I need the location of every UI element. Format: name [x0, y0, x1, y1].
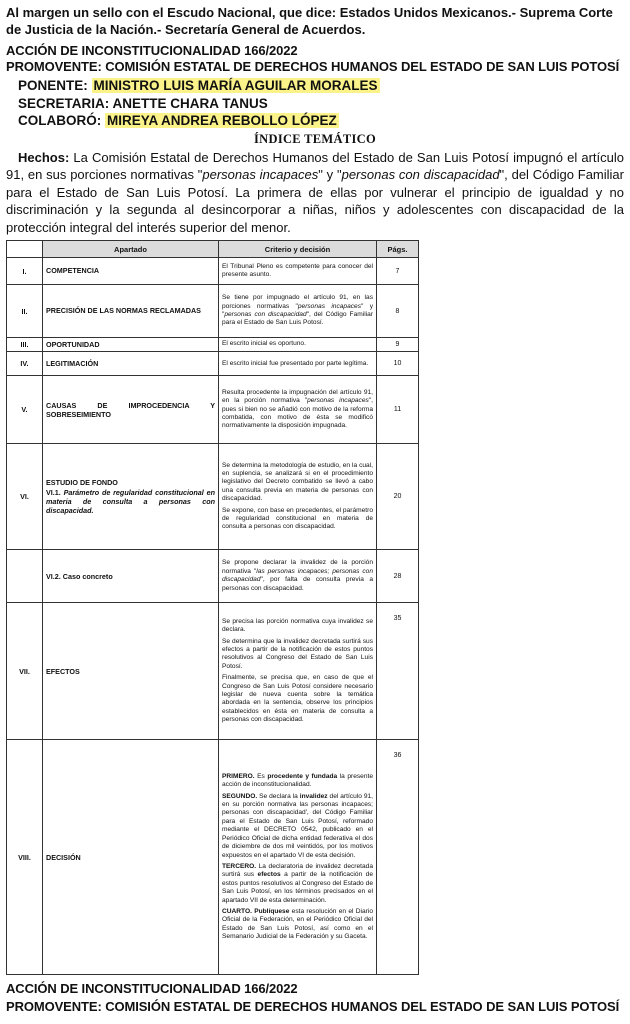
header-apartado: Apartado	[43, 241, 219, 258]
seal-description: Al margen un sello con el Escudo Nacional, que dice: Estados Unidos Mexicanos.- Suprema Corte de Justicia de la Nación.- Secretaría General de Acuerdos.	[6, 5, 613, 37]
table-row	[7, 550, 419, 603]
page-footer	[6, 980, 624, 1016]
table-row	[7, 285, 419, 338]
table-row	[7, 603, 419, 740]
row-page: 10	[377, 352, 419, 376]
header-blank	[7, 241, 43, 258]
row-apartado: VI.2. Caso concreto	[43, 550, 219, 603]
hechos-italic: personas con discapacidad	[341, 167, 500, 182]
row-criterio: Se tiene por impugnado el artículo 91, en las porciones normativas "personas incapaces" y "personas con discapacidad", del Código Familiar para el Estado de San Luis Potosí.	[219, 285, 377, 338]
row-number: IV.	[7, 352, 43, 376]
row-page: 8	[377, 285, 419, 338]
row-number: VIII.	[7, 740, 43, 975]
table-row	[7, 740, 419, 975]
row-page: 28	[377, 550, 419, 603]
promovente-line: PROMOVENTE: COMISIÓN ESTATAL DE DERECHOS HUMANOS DEL ESTADO DE SAN LUIS POTOSÍ	[6, 59, 620, 74]
row-page: 11	[377, 376, 419, 444]
row-criterio: Se precisa las porción normativa cuya invalidez se declara. Se determina que la invalidez decretada surtirá sus efectos a partir de la notificación de estos puntos resolutivos al Congreso del Estado de San Luis Potosí. Finalmente, se precisa que, en caso de que el Congreso de San Luis Potosí considere necesario legislar de nueva cuenta sobre la temática abordada en la sentencia, observe los principios establecidos en ésta en materia de consulta a personas con discapacidad.	[219, 603, 377, 740]
row-page: 35	[377, 603, 419, 740]
colaboro-row	[18, 112, 624, 130]
footer-promovente: PROMOVENTE: COMISIÓN ESTATAL DE DERECHOS HUMANOS DEL ESTADO DE SAN LUIS POTOSÍ	[6, 999, 620, 1014]
table-row	[7, 376, 419, 444]
row-number: VII.	[7, 603, 43, 740]
row-number	[7, 550, 43, 603]
row-apartado: OPORTUNIDAD	[43, 338, 219, 352]
ponente-row	[18, 77, 624, 95]
row-criterio: El escrito inicial fue presentado por parte legítima.	[219, 352, 377, 376]
row-apartado: CAUSAS DE IMPROCEDENCIA Y SOBRESEIMIENTO	[43, 376, 219, 444]
thematic-index-table	[6, 240, 419, 975]
resolutivo-primero: PRIMERO. Es procedente y fundada la presente acción de inconstitucionalidad.	[222, 772, 374, 789]
row-criterio: Se determina la metodología de estudio, en la cual, en suplencia, se analizará si en el procedimiento legislativo del Decreto combatido se llevó a cabo una consulta previa en materia de personas con discapacidad. Se expone, con base en precedentes, el parámetro de regularidad constitucional en materia de consulta a personas con discapacidad.	[219, 444, 377, 550]
row-apartado: ESTUDIO DE FONDO VI.1. Parámetro de regularidad constitucional en materia de consulta a personas con discapacidad.	[43, 444, 219, 550]
row-number: V.	[7, 376, 43, 444]
case-number: ACCIÓN DE INCONSTITUCIONALIDAD 166/2022	[6, 43, 298, 58]
header-criterio: Criterio y decisión	[219, 241, 377, 258]
ponente-label: PONENTE:	[18, 78, 88, 93]
row-apartado: DECISIÓN	[43, 740, 219, 975]
table-header-row	[7, 241, 419, 258]
table-row	[7, 352, 419, 376]
row-number: I.	[7, 258, 43, 285]
row-apartado: LEGITIMACIÓN	[43, 352, 219, 376]
row-page: 20	[377, 444, 419, 550]
header-pags: Págs.	[377, 241, 419, 258]
row-number: II.	[7, 285, 43, 338]
ponente-name-highlight: MINISTRO LUIS MARÍA AGUILAR MORALES	[93, 78, 378, 93]
footer-case-number: ACCIÓN DE INCONSTITUCIONALIDAD 166/2022	[6, 981, 298, 996]
document-page	[6, 0, 624, 975]
colaboro-label: COLABORÓ:	[18, 113, 102, 128]
row-criterio: El Tribunal Pleno es competente para conocer del presente asunto.	[219, 258, 377, 285]
row-criterio: Resulta procedente la impugnación del artículo 91, en la porción normativa "personas incapaces", pues si bien no se añadió con motivo de la reforma combatida, con motivo de ésta se modificó normativamente la disposición impugnada.	[219, 376, 377, 444]
secretaria-row: SECRETARIA: ANETTE CHARA TANUS	[18, 95, 268, 111]
row-apartado: COMPETENCIA	[43, 258, 219, 285]
row-number: III.	[7, 338, 43, 352]
hechos-text: ", del Código Familiar para el Estado de San Luis Potosí. La primera de ellas por vulnerar el principio de igualdad y no discriminación y la segunda al desincorporar a niñas, niños y adolescentes con discapacidad de la protección integral del interés superior del menor.	[6, 167, 624, 235]
row-criterio	[219, 740, 377, 975]
row-page: 36	[377, 740, 419, 975]
table-row	[7, 338, 419, 352]
table-row	[7, 258, 419, 285]
row-apartado: EFECTOS	[43, 603, 219, 740]
colaboro-name-highlight: MIREYA ANDREA REBOLLO LÓPEZ	[107, 113, 337, 128]
row-criterio: El escrito inicial es oportuno.	[219, 338, 377, 352]
table-row	[7, 444, 419, 550]
indice-title: ÍNDICE TEMÁTICO	[254, 131, 376, 146]
row-criterio: Se propone declarar la invalidez de la porción normativa "las personas incapaces; personas con discapacidad", por falta de consulta previa a personas con discapacidad.	[219, 550, 377, 603]
case-meta	[18, 77, 624, 130]
hechos-text: " y "	[318, 167, 342, 182]
resolutivo-segundo: SEGUNDO. Se declara la invalidez del artículo 91, en su porción normativa las personas incapaces; personas con discapacidad', del Código Familiar para el Estado de San Luis Potosí, reformado mediante el DECRETO 0542, publicado en el Periódico Oficial de dicha entidad federativa el dos de diciembre de dos mil veintidós, por los motivos expuestos en el apartado VI de esta decisión.	[222, 792, 373, 859]
row-page: 7	[377, 258, 419, 285]
hechos-paragraph	[6, 149, 624, 237]
hechos-text: La Comisión Estatal de Derechos Humanos del Estado de San Luis Potosí impugnó el artículo 91, en sus porciones normativas "	[6, 149, 624, 182]
row-apartado: PRECISIÓN DE LAS NORMAS RECLAMADAS	[43, 285, 219, 338]
hechos-label: Hechos:	[18, 149, 70, 165]
row-number: VI.	[7, 444, 43, 550]
resolutivo-cuarto: CUARTO. Publíquese esta resolución en el Diario Oficial de la Federación, en el Periódico Oficial del Estado de San Luis Potosí, así como en el Semanario Judicial de la Federación y su Gaceta.	[222, 907, 373, 941]
resolutivo-tercero: TERCERO. La declaratoria de invalidez decretada surtirá sus efectos a partir de la notificación de estos puntos resolutivos al Congreso del Estado de San Luis Potosí, en los términos precisados en el apartado VII de esta determinación.	[222, 862, 373, 904]
hechos-italic: personas incapaces	[202, 167, 319, 182]
row-page: 9	[377, 338, 419, 352]
